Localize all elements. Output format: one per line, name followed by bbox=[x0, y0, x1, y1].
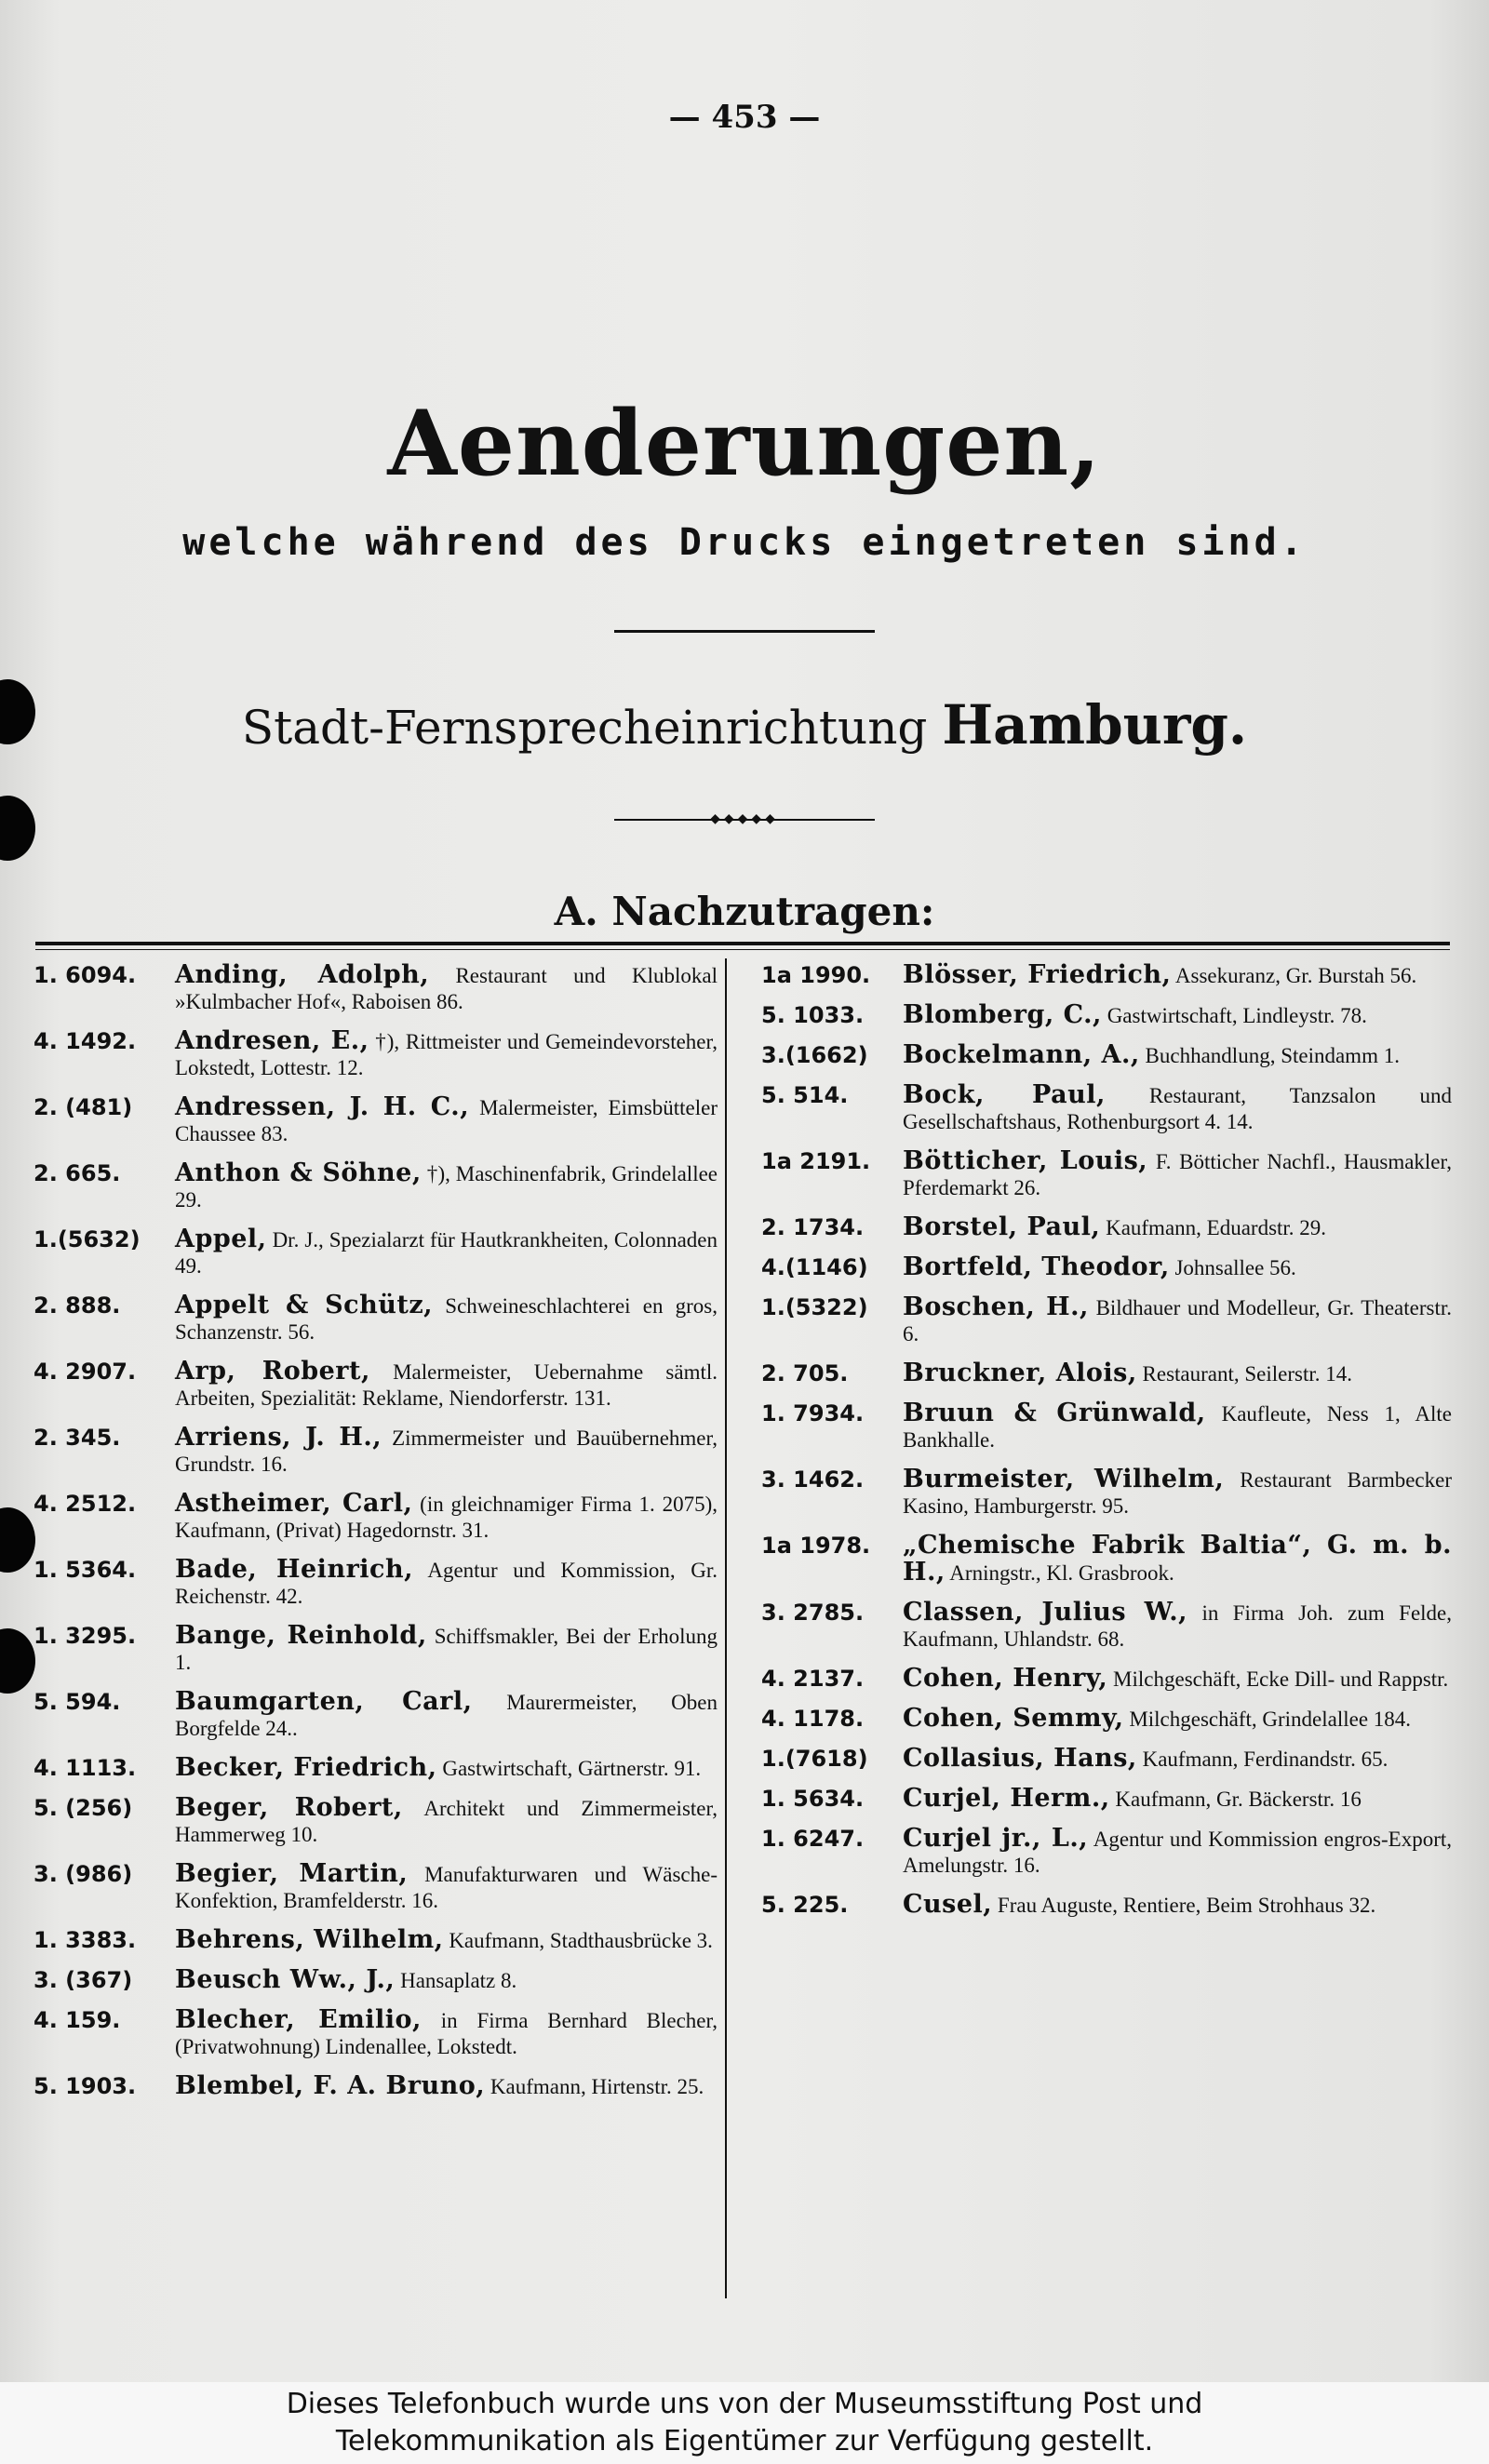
entry-name: Blembel, F. A. Bruno, bbox=[175, 2071, 486, 2100]
entry-number: 1a 1978. bbox=[761, 1533, 871, 1559]
entry-details: Hansaplatz 8. bbox=[400, 1969, 517, 1992]
entry-number: 2. (481) bbox=[34, 1094, 133, 1120]
entry-number: 1. 5634. bbox=[761, 1786, 865, 1812]
directory-entry bbox=[34, 1491, 718, 1544]
entry-details: F. Bötticher Nachfl., Hausmakler, Pferdemarkt 26. bbox=[903, 1150, 1453, 1199]
entry-name: Blösser, Friedrich, bbox=[903, 960, 1172, 989]
directory-entry bbox=[761, 1360, 1452, 1387]
directory-entry bbox=[761, 1600, 1452, 1653]
directory-entry bbox=[761, 1002, 1452, 1029]
entry-details: †), Rittmeister und Gemeindevorsteher, Lokstedt, Lottestr. 12. bbox=[175, 1030, 718, 1079]
directory-entry bbox=[761, 1294, 1452, 1347]
entry-details: Bildhauer und Modelleur, Gr. Theaterstr. 6. bbox=[903, 1296, 1452, 1346]
entry-details: Agentur und Kommission, Gr. Reichenstr. 42. bbox=[175, 1559, 718, 1608]
city-heading bbox=[0, 693, 1489, 757]
entry-details: in Firma Joh. zum Felde, Kaufmann, Uhlandstr. 68. bbox=[903, 1601, 1452, 1651]
entry-details: †), Maschinenfabrik, Grindelallee 29. bbox=[175, 1162, 718, 1212]
entry-name: Collasius, Hans, bbox=[903, 1744, 1137, 1773]
entry-name: Bange, Reinhold, bbox=[175, 1621, 427, 1650]
directory-entry bbox=[761, 1400, 1452, 1453]
entry-number: 2. 1734. bbox=[761, 1214, 865, 1240]
directory-entry bbox=[34, 1967, 718, 1994]
entry-name: Cohen, Semmy, bbox=[903, 1704, 1124, 1733]
entry-details: Zimmermeister und Bauübernehmer, Grundstr. 16. bbox=[175, 1426, 718, 1476]
entry-number: 4. 2907. bbox=[34, 1359, 137, 1385]
entry-name: Bortfeld, Theodor, bbox=[903, 1252, 1170, 1281]
directory-entry bbox=[761, 1254, 1452, 1281]
entry-number: 4.(1146) bbox=[761, 1254, 868, 1280]
entry-number: 1. 3295. bbox=[34, 1623, 137, 1649]
directory-entry bbox=[761, 1466, 1452, 1520]
directory-entry bbox=[34, 1094, 718, 1147]
entry-details: Malermeister, Uebernahme sämtl. Arbeiten, Spezialität: Reklame, Niendorferstr. 131. bbox=[175, 1360, 718, 1410]
entry-name: „Chemische Fabrik Baltia“, G. m. b. H., bbox=[903, 1531, 1452, 1587]
entry-name: Baumgarten, Carl, bbox=[175, 1687, 473, 1716]
entry-name: Becker, Friedrich, bbox=[175, 1753, 437, 1782]
entry-details: Assekuranz, Gr. Burstah 56. bbox=[1174, 964, 1417, 987]
entry-details: Gastwirtschaft, Gärtnerstr. 91. bbox=[442, 1757, 702, 1780]
entry-details: Schweineschlachterei en gros, Schanzenstr. 56. bbox=[175, 1294, 718, 1344]
right-column bbox=[761, 962, 1452, 1932]
entry-number: 4. 1113. bbox=[34, 1755, 137, 1781]
page-subtitle: welche während des Drucks eingetreten sind. bbox=[182, 521, 1307, 564]
entry-number: 3. (986) bbox=[34, 1861, 133, 1887]
entry-number: 4. 159. bbox=[34, 2007, 121, 2033]
column-top-rule-thin bbox=[35, 949, 1450, 950]
directory-entry bbox=[34, 2007, 718, 2060]
entry-name: Bade, Heinrich, bbox=[175, 1555, 414, 1584]
directory-entry bbox=[761, 1666, 1452, 1693]
entry-name: Beger, Robert, bbox=[175, 1793, 403, 1822]
section-title: A. Nachzutragen: bbox=[554, 889, 935, 934]
entry-number: 4. 1492. bbox=[34, 1028, 137, 1054]
entry-number: 1. 6247. bbox=[761, 1826, 865, 1852]
entry-number: 5. 594. bbox=[34, 1689, 121, 1715]
directory-entry bbox=[34, 1557, 718, 1610]
directory-entry bbox=[34, 1689, 718, 1742]
entry-number: 1. 6094. bbox=[34, 962, 137, 988]
column-divider bbox=[725, 958, 727, 2298]
directory-entry bbox=[34, 1425, 718, 1478]
entry-number: 5. 1033. bbox=[761, 1002, 865, 1028]
directory-entry bbox=[761, 1042, 1452, 1069]
entry-name: Bruun & Grünwald, bbox=[903, 1399, 1206, 1427]
entry-number: 5. 225. bbox=[761, 1892, 849, 1918]
footer-notice bbox=[0, 2382, 1489, 2464]
entry-name: Arriens, J. H., bbox=[175, 1423, 382, 1452]
entry-name: Appelt & Schütz, bbox=[175, 1291, 434, 1319]
directory-entry bbox=[34, 1359, 718, 1412]
divider bbox=[614, 630, 875, 633]
entry-details: (in gleichnamiger Firma 1. 2075), Kaufmann, (Privat) Hagedornstr. 31. bbox=[175, 1493, 718, 1542]
entry-number: 5. (256) bbox=[34, 1795, 133, 1821]
entry-details: Manufakturwaren und Wäsche-Konfektion, Bramfelderstr. 16. bbox=[175, 1863, 718, 1912]
entry-number: 2. 705. bbox=[761, 1360, 849, 1386]
entry-details: Kaufleute, Ness 1, Alte Bankhalle. bbox=[903, 1402, 1452, 1452]
entry-number: 1. 3383. bbox=[34, 1927, 137, 1953]
directory-entry bbox=[34, 1028, 718, 1081]
entry-name: Bruckner, Alois, bbox=[903, 1359, 1137, 1387]
entry-name: Cohen, Henry, bbox=[903, 1664, 1108, 1693]
entry-details: Malermeister, Eimsbütteler Chaussee 83. bbox=[175, 1096, 718, 1145]
entry-name: Andressen, J. H. C., bbox=[175, 1092, 470, 1121]
entry-name: Classen, Julius W., bbox=[903, 1598, 1188, 1627]
ornament-dots: ◆◆◆◆◆ bbox=[710, 811, 779, 826]
entry-name: Beusch Ww., J., bbox=[175, 1965, 396, 1994]
entry-details: Architekt und Zimmermeister, Hammerweg 10. bbox=[175, 1797, 718, 1846]
entry-details: in Firma Bernhard Blecher, (Privatwohnung) Lindenallee, Lokstedt. bbox=[175, 2009, 718, 2058]
entry-number: 5. 1903. bbox=[34, 2073, 137, 2099]
directory-entry bbox=[34, 1927, 718, 1954]
directory-entry bbox=[761, 1148, 1452, 1201]
entry-details: Agentur und Kommission engros-Export, Amelungstr. 16. bbox=[903, 1828, 1453, 1877]
entry-details: Buchhandlung, Steindamm 1. bbox=[1145, 1044, 1400, 1067]
entry-number: 3. 2785. bbox=[761, 1600, 865, 1626]
footer-line-2: Telekommunikation als Eigentümer zur Verfügung gestellt. bbox=[335, 2425, 1154, 2457]
entry-details: Gastwirtschaft, Lindleystr. 78. bbox=[1107, 1004, 1367, 1027]
directory-entry bbox=[34, 962, 718, 1015]
directory-entry bbox=[34, 1292, 718, 1346]
entry-number: 1. 7934. bbox=[761, 1400, 865, 1426]
entry-details: Milchgeschäft, Ecke Dill- und Rappstr. bbox=[1113, 1667, 1449, 1691]
entry-details: Restaurant, Tanzsalon und Gesellschaftshaus, Rothenburgsort 4. 14. bbox=[903, 1084, 1452, 1133]
directory-entry bbox=[761, 1826, 1452, 1879]
entry-number: 4. 2512. bbox=[34, 1491, 137, 1517]
directory-entry bbox=[761, 1746, 1452, 1773]
entry-details: Kaufmann, Stadthausbrücke 3. bbox=[449, 1929, 713, 1952]
entry-details: Schiffsmakler, Bei der Erholung 1. bbox=[175, 1625, 718, 1674]
directory-entry bbox=[34, 1861, 718, 1914]
entry-number: 1a 2191. bbox=[761, 1148, 871, 1174]
page-number: — 453 — bbox=[668, 99, 821, 136]
entry-number: 4. 2137. bbox=[761, 1666, 865, 1692]
entry-name: Appel, bbox=[175, 1225, 267, 1253]
entry-name: Cusel, bbox=[903, 1890, 993, 1919]
entry-number: 3. 1462. bbox=[761, 1466, 865, 1493]
entry-name: Bockelmann, A., bbox=[903, 1040, 1140, 1069]
directory-entry bbox=[34, 1755, 718, 1782]
entry-name: Behrens, Wilhelm, bbox=[175, 1925, 444, 1954]
entry-details: Frau Auguste, Rentiere, Beim Strohhaus 32. bbox=[997, 1894, 1376, 1917]
directory-entry bbox=[761, 1892, 1452, 1919]
entry-name: Andresen, E., bbox=[175, 1026, 369, 1055]
entry-name: Curjel, Herm., bbox=[903, 1784, 1110, 1813]
entry-details: Restaurant, Seilerstr. 14. bbox=[1142, 1362, 1353, 1386]
punch-hole bbox=[0, 796, 35, 861]
entry-name: Arp, Robert, bbox=[175, 1357, 370, 1386]
entry-details: Restaurant Barmbecker Kasino, Hamburgerstr. 95. bbox=[903, 1468, 1452, 1518]
entry-name: Blecher, Emilio, bbox=[175, 2005, 422, 2034]
entry-number: 1. 5364. bbox=[34, 1557, 137, 1583]
entry-details: Kaufmann, Eduardstr. 29. bbox=[1106, 1216, 1327, 1239]
entry-name: Boschen, H., bbox=[903, 1292, 1089, 1321]
city-name: Hamburg. bbox=[942, 693, 1248, 757]
entry-number: 2. 665. bbox=[34, 1160, 121, 1186]
entry-details: Restaurant und Klublokal »Kulmbacher Hof«, Raboisen 86. bbox=[175, 964, 718, 1013]
entry-name: Blomberg, C., bbox=[903, 1000, 1102, 1029]
entry-name: Bock, Paul, bbox=[903, 1080, 1106, 1109]
directory-entry bbox=[761, 1214, 1452, 1241]
page-title: Aenderungen, bbox=[387, 391, 1102, 496]
punch-hole bbox=[0, 1628, 35, 1694]
entry-name: Borstel, Paul, bbox=[903, 1212, 1101, 1241]
entry-number: 2. 345. bbox=[34, 1425, 121, 1451]
entry-number: 1.(5632) bbox=[34, 1226, 141, 1252]
entry-details: Dr. J., Spezialarzt für Hautkrankheiten, Colonnaden 49. bbox=[175, 1228, 718, 1278]
entry-name: Bötticher, Louis, bbox=[903, 1146, 1148, 1175]
footer-line-1: Dieses Telefonbuch wurde uns von der Museumsstiftung Post und bbox=[286, 2388, 1203, 2420]
directory-entry bbox=[761, 1786, 1452, 1813]
entry-name: Curjel jr., L., bbox=[903, 1824, 1089, 1853]
entry-details: Kaufmann, Hirtenstr. 25. bbox=[490, 2075, 704, 2098]
entry-name: Burmeister, Wilhelm, bbox=[903, 1465, 1225, 1493]
entry-name: Anding, Adolph, bbox=[175, 960, 430, 989]
entry-details: Arningstr., Kl. Grasbrook. bbox=[949, 1561, 1174, 1585]
entry-number: 1.(5322) bbox=[761, 1294, 868, 1320]
entry-details: Milchgeschäft, Grindelallee 184. bbox=[1129, 1707, 1412, 1731]
entry-number: 3.(1662) bbox=[761, 1042, 868, 1068]
entry-details: Johnsallee 56. bbox=[1174, 1256, 1296, 1279]
entry-details: Maurermeister, Oben Borgfelde 24.. bbox=[175, 1691, 718, 1740]
directory-entry bbox=[34, 1623, 718, 1676]
entry-number: 1.(7618) bbox=[761, 1746, 868, 1772]
entry-number: 4. 1178. bbox=[761, 1706, 865, 1732]
entry-number: 3. (367) bbox=[34, 1967, 133, 1993]
directory-entry bbox=[761, 1533, 1452, 1587]
directory-entry bbox=[34, 1160, 718, 1213]
directory-entry bbox=[761, 962, 1452, 989]
left-column bbox=[34, 962, 718, 2113]
entry-number: 1a 1990. bbox=[761, 962, 871, 988]
entry-name: Begier, Martin, bbox=[175, 1859, 409, 1888]
directory-entry bbox=[761, 1082, 1452, 1135]
entry-name: Astheimer, Carl, bbox=[175, 1489, 413, 1518]
entry-number: 5. 514. bbox=[761, 1082, 849, 1108]
punch-hole bbox=[0, 1507, 35, 1573]
entry-details: Kaufmann, Ferdinandstr. 65. bbox=[1142, 1748, 1388, 1771]
entry-details: Kaufmann, Gr. Bäckerstr. 16 bbox=[1115, 1788, 1362, 1811]
directory-entry bbox=[761, 1706, 1452, 1733]
entry-number: 2. 888. bbox=[34, 1292, 121, 1319]
directory-entry bbox=[34, 1226, 718, 1279]
directory-entry bbox=[34, 1795, 718, 1848]
directory-entry bbox=[34, 2073, 718, 2100]
entry-name: Anthon & Söhne, bbox=[175, 1158, 422, 1187]
column-top-rule bbox=[35, 942, 1450, 945]
city-heading-prefix: Stadt-Fernsprecheinrichtung bbox=[241, 701, 928, 755]
